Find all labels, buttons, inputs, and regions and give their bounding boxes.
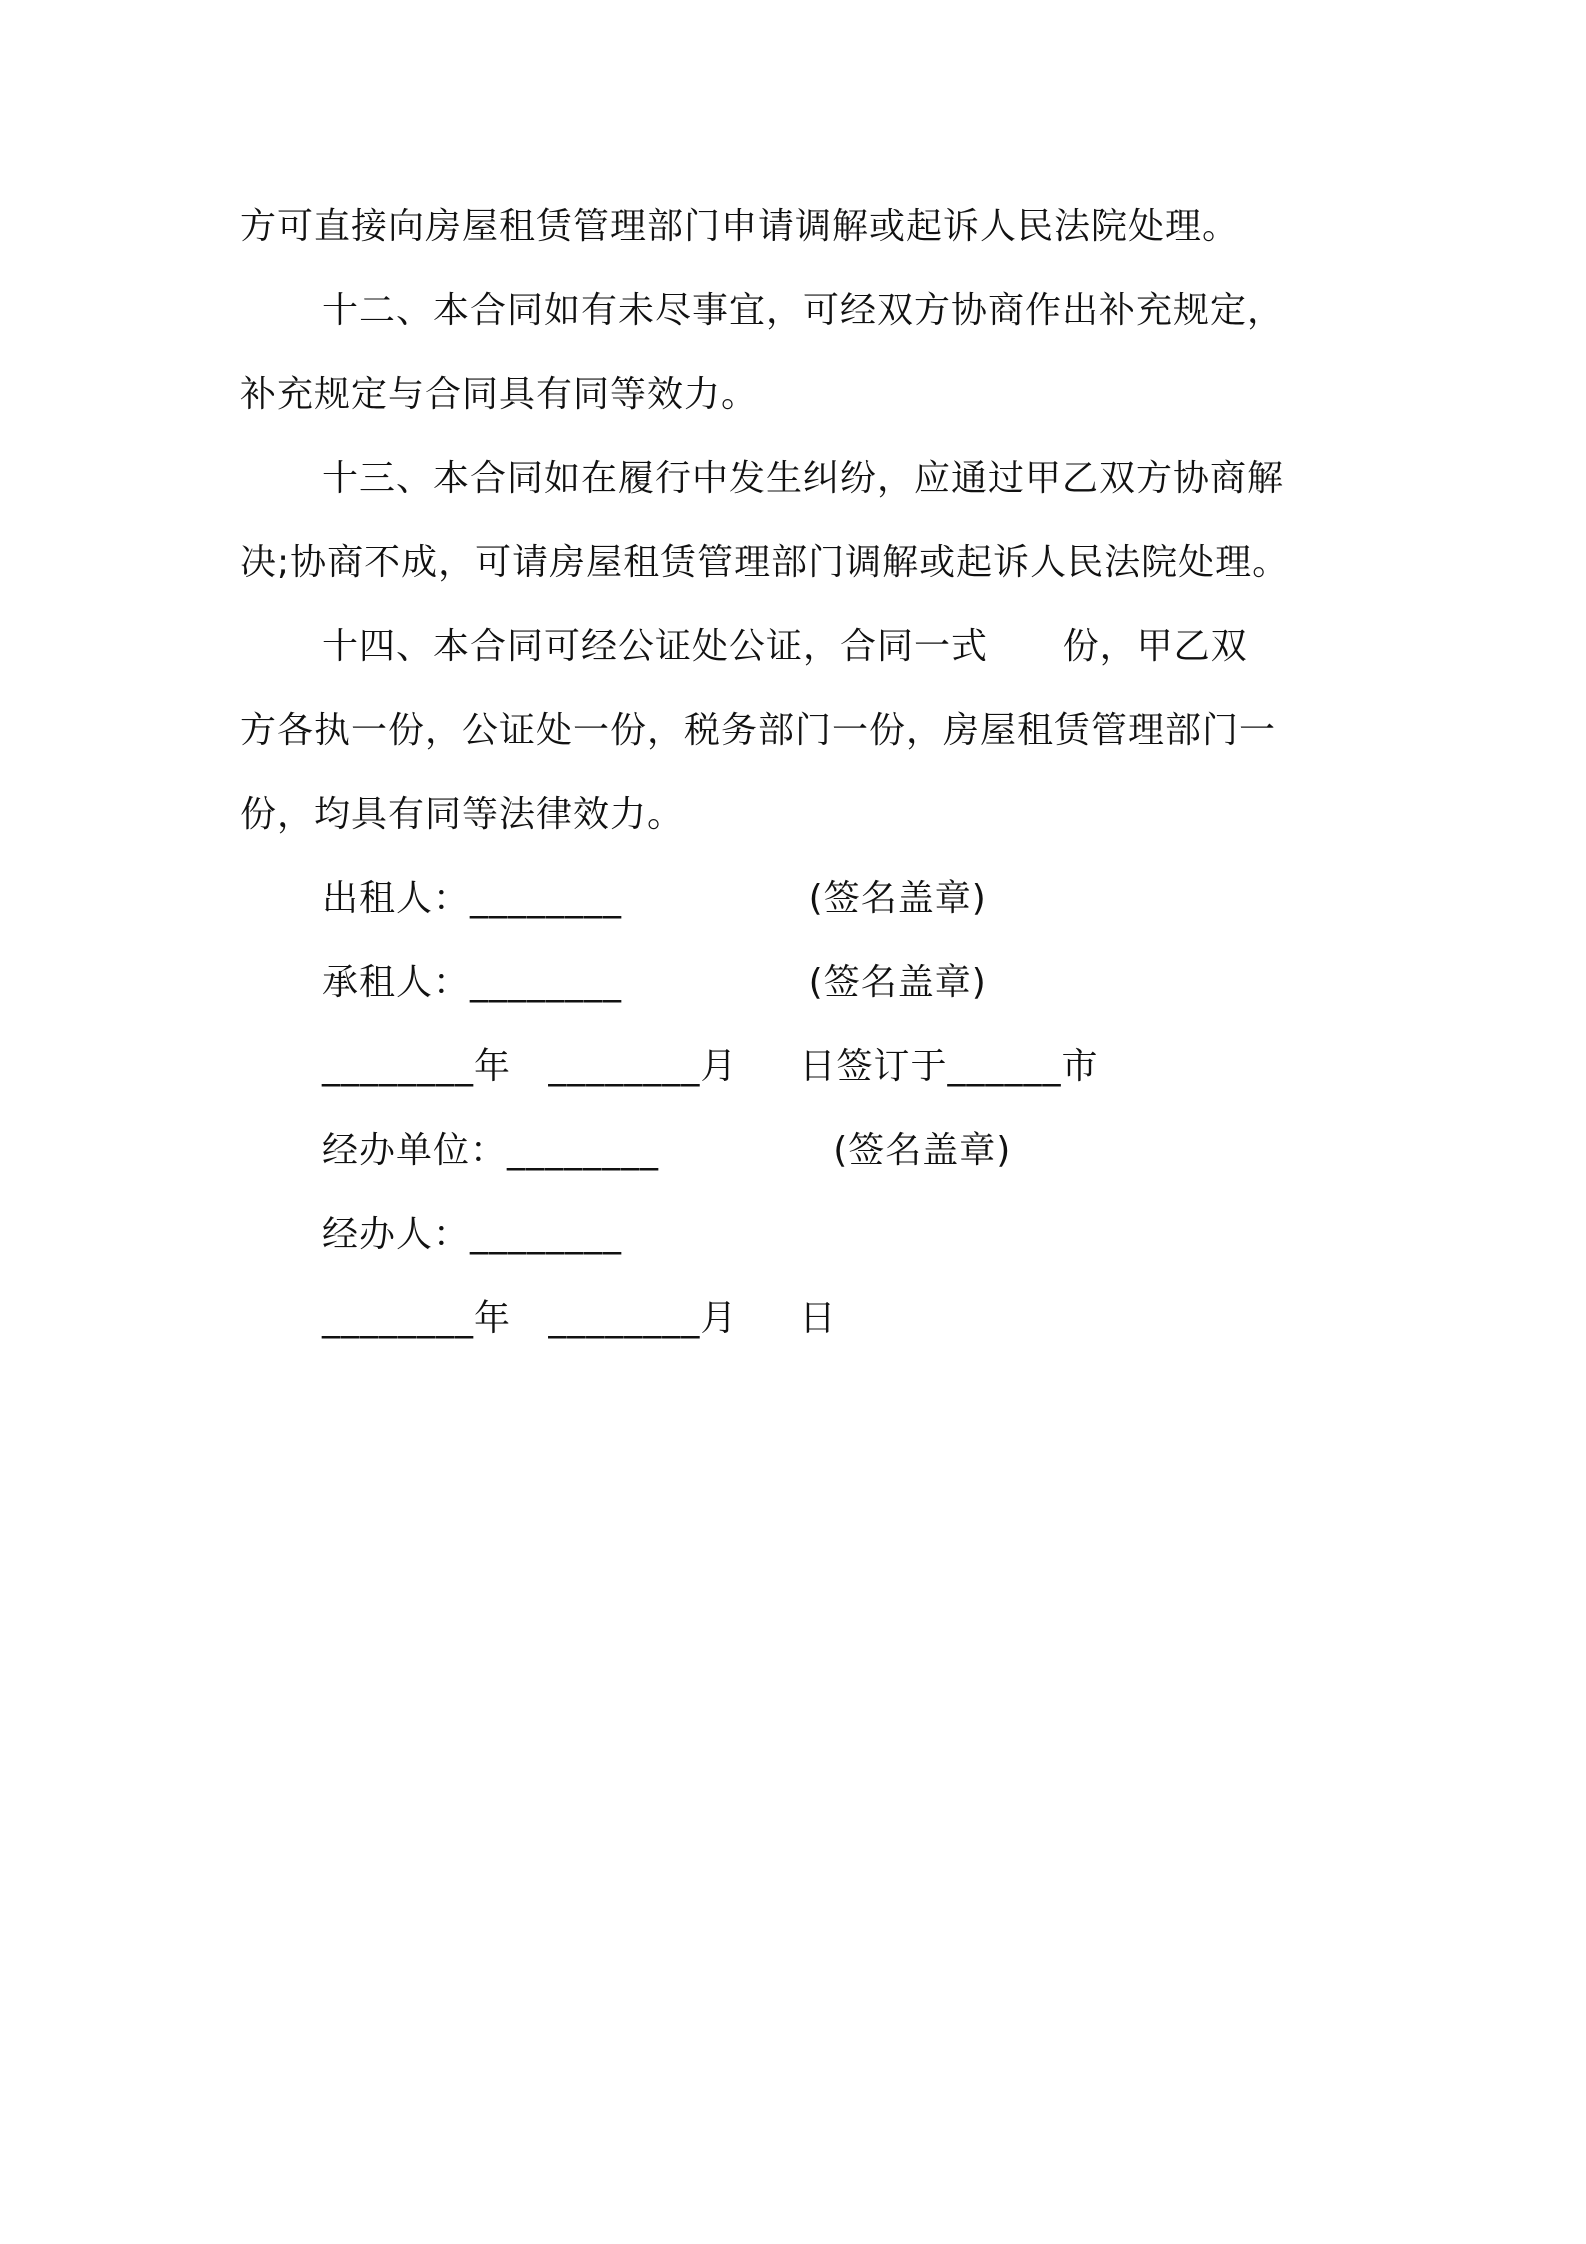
lessor-signature-line: 出租人：________ (签名盖章) xyxy=(322,878,987,919)
body-line: 决;协商不成，可请房屋租赁管理部门调解或起诉人民法院处理。 xyxy=(240,542,1290,583)
clause-14-line: 十四、本合同可经公证处公证，合同一式 份，甲乙双 xyxy=(322,626,1248,667)
signing-date-line: ________年 ________月 日签订于______市 xyxy=(322,1046,1099,1087)
body-line: 方可直接向房屋租赁管理部门申请调解或起诉人民法院处理。 xyxy=(240,206,1240,247)
clause-13-line: 十三、本合同如在履行中发生纠纷，应通过甲乙双方协商解 xyxy=(322,458,1285,499)
handling-unit-line: 经办单位：________ (签名盖章) xyxy=(322,1130,1012,1171)
body-line: 方各执一份，公证处一份，税务部门一份，房屋租赁管理部门一 xyxy=(240,710,1277,751)
body-line: 份，均具有同等法律效力。 xyxy=(240,794,685,835)
handler-line: 经办人：________ xyxy=(322,1214,623,1255)
lessee-signature-line: 承租人：________ (签名盖章) xyxy=(322,962,987,1003)
clause-12-line: 十二、本合同如有未尽事宜，可经双方协商作出补充规定， xyxy=(322,290,1285,331)
body-line: 补充规定与合同具有同等效力。 xyxy=(240,374,759,415)
handler-date-line: ________年 ________月 日 xyxy=(322,1298,837,1339)
